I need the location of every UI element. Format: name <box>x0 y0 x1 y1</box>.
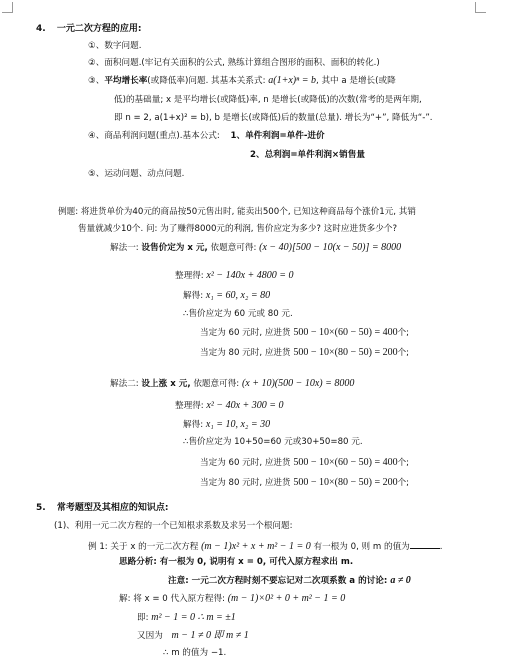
solution-step: 当定为 60 元时, 应进货 500 − 10×(60 − 50) = 400个; <box>200 457 410 468</box>
list-item-continuation: 即 n = 2, a(1+x)² = b), b 是增长(或降低)后的数量(总量). 增长为“+”, 降低为“-”. <box>114 113 433 123</box>
formula: a(1+x)ⁿ = b <box>268 75 316 86</box>
subsection-title: (1)、利用一元二次方程的一个已知根求系数及求另一个根问题: <box>54 521 293 531</box>
analysis-text: 思路分析: 有一根为 0, 说明有 x = 0, 可代入原方程求出 m. <box>119 557 354 567</box>
section-5-heading <box>36 503 168 514</box>
section-number: 5. <box>36 503 46 513</box>
solution-step: ∴售价应定为 60 元或 80 元. <box>183 309 293 319</box>
equation: (x + 10)(500 − 10x) = 8000 <box>241 378 355 389</box>
formula: 2、总利润=单件利润×销售量 <box>250 150 365 160</box>
answer-blank <box>410 539 440 549</box>
crop-mark <box>2 12 13 13</box>
section-title: 常考题型及其相应的知识点: <box>56 503 169 513</box>
example-1: 例 1: 关于 x 的一元二次方程 (m − 1)x² + x + m² − 1 = 0 有一根为 0, 则 m 的值为 . <box>88 541 443 552</box>
solution-step: 解得: x₁ = 60, x₂ = 80 <box>183 290 271 301</box>
solution-step: ∴ m 的值为 −1. <box>163 648 227 658</box>
solution-step: 解: 将 x = 0 代入原方程得: (m − 1)×0² + 0 + m² − 1 = 0 <box>119 593 346 604</box>
section-4-heading <box>36 24 141 35</box>
note-text: 注意: 一元二次方程时刻不要忘记对二次项系数 a 的讨论: a ≠ 0 <box>168 575 411 586</box>
list-item: ⑤、运动问题、动点问题. <box>88 169 185 179</box>
formula: 1、单件利润=单件-进价 <box>230 131 325 141</box>
example-text: 例题: 将进货单价为40元的商品按50元售出时, 能卖出500个, 已知这种商品每个涨价1元, 其销 <box>58 207 416 217</box>
list-item: ②、面积问题.(牢记有关面积的公式, 熟练计算组合图形的面积、面积的转化.) <box>88 58 380 68</box>
solution-step: 整理得: x² − 140x + 4800 = 0 <box>175 270 294 281</box>
solution-step: 解得: x₁ = 10, x₂ = 30 <box>183 419 271 430</box>
example-text: 售量就减少10个. 问: 为了赚得8000元的利润, 售价应定为多少? 这时应进货多少个? <box>78 224 398 234</box>
solution-step: 整理得: x² − 40x + 300 = 0 <box>175 400 284 411</box>
solution-step: ∴售价应定为 10+50=60 元或30+50=80 元. <box>183 437 363 447</box>
method-two: 解法二: 设上涨 x 元, 依题意可得: (x + 10)(500 − 10x) = 8000 <box>110 378 355 389</box>
solution-step: 又因为 m − 1 ≠ 0 即 m ≠ 1 <box>137 630 249 641</box>
list-item: ④、商品利润问题(重点).基本公式: 1、单件利润=单件-进价 <box>88 131 325 141</box>
list-item: ③、平均增长率(或降低率)问题. 其基本关系式: a(1+x)ⁿ = b, 其中 a 是增长(或降 <box>88 75 396 86</box>
solution-step: 当定为 80 元时, 应进货 500 − 10×(80 − 50) = 200个; <box>200 477 410 488</box>
section-number: 4. <box>36 24 46 34</box>
solution-step: 当定为 60 元时, 应进货 500 − 10×(60 − 50) = 400个; <box>200 327 410 338</box>
list-item-continuation: 低)的基础量; x 是平均增长(或降低)率, n 是增长(或降低)的次数(常考的是两年期, <box>114 95 422 105</box>
section-title: 一元二次方程的应用: <box>56 24 142 34</box>
equation: (x − 40)[500 − 10(x − 50)] = 8000 <box>259 242 402 253</box>
crop-mark <box>475 12 486 13</box>
solution-step: 当定为 80 元时, 应进货 500 − 10×(80 − 50) = 200个; <box>200 347 410 358</box>
method-one: 解法一: 设售价定为 x 元, 依题意可得: (x − 40)[500 − 10(x − 50)] = 8000 <box>110 242 402 253</box>
list-item: ①、数字问题. <box>88 41 142 51</box>
solution-step: 即: m² − 1 = 0 ∴ m = ±1 <box>137 612 236 623</box>
